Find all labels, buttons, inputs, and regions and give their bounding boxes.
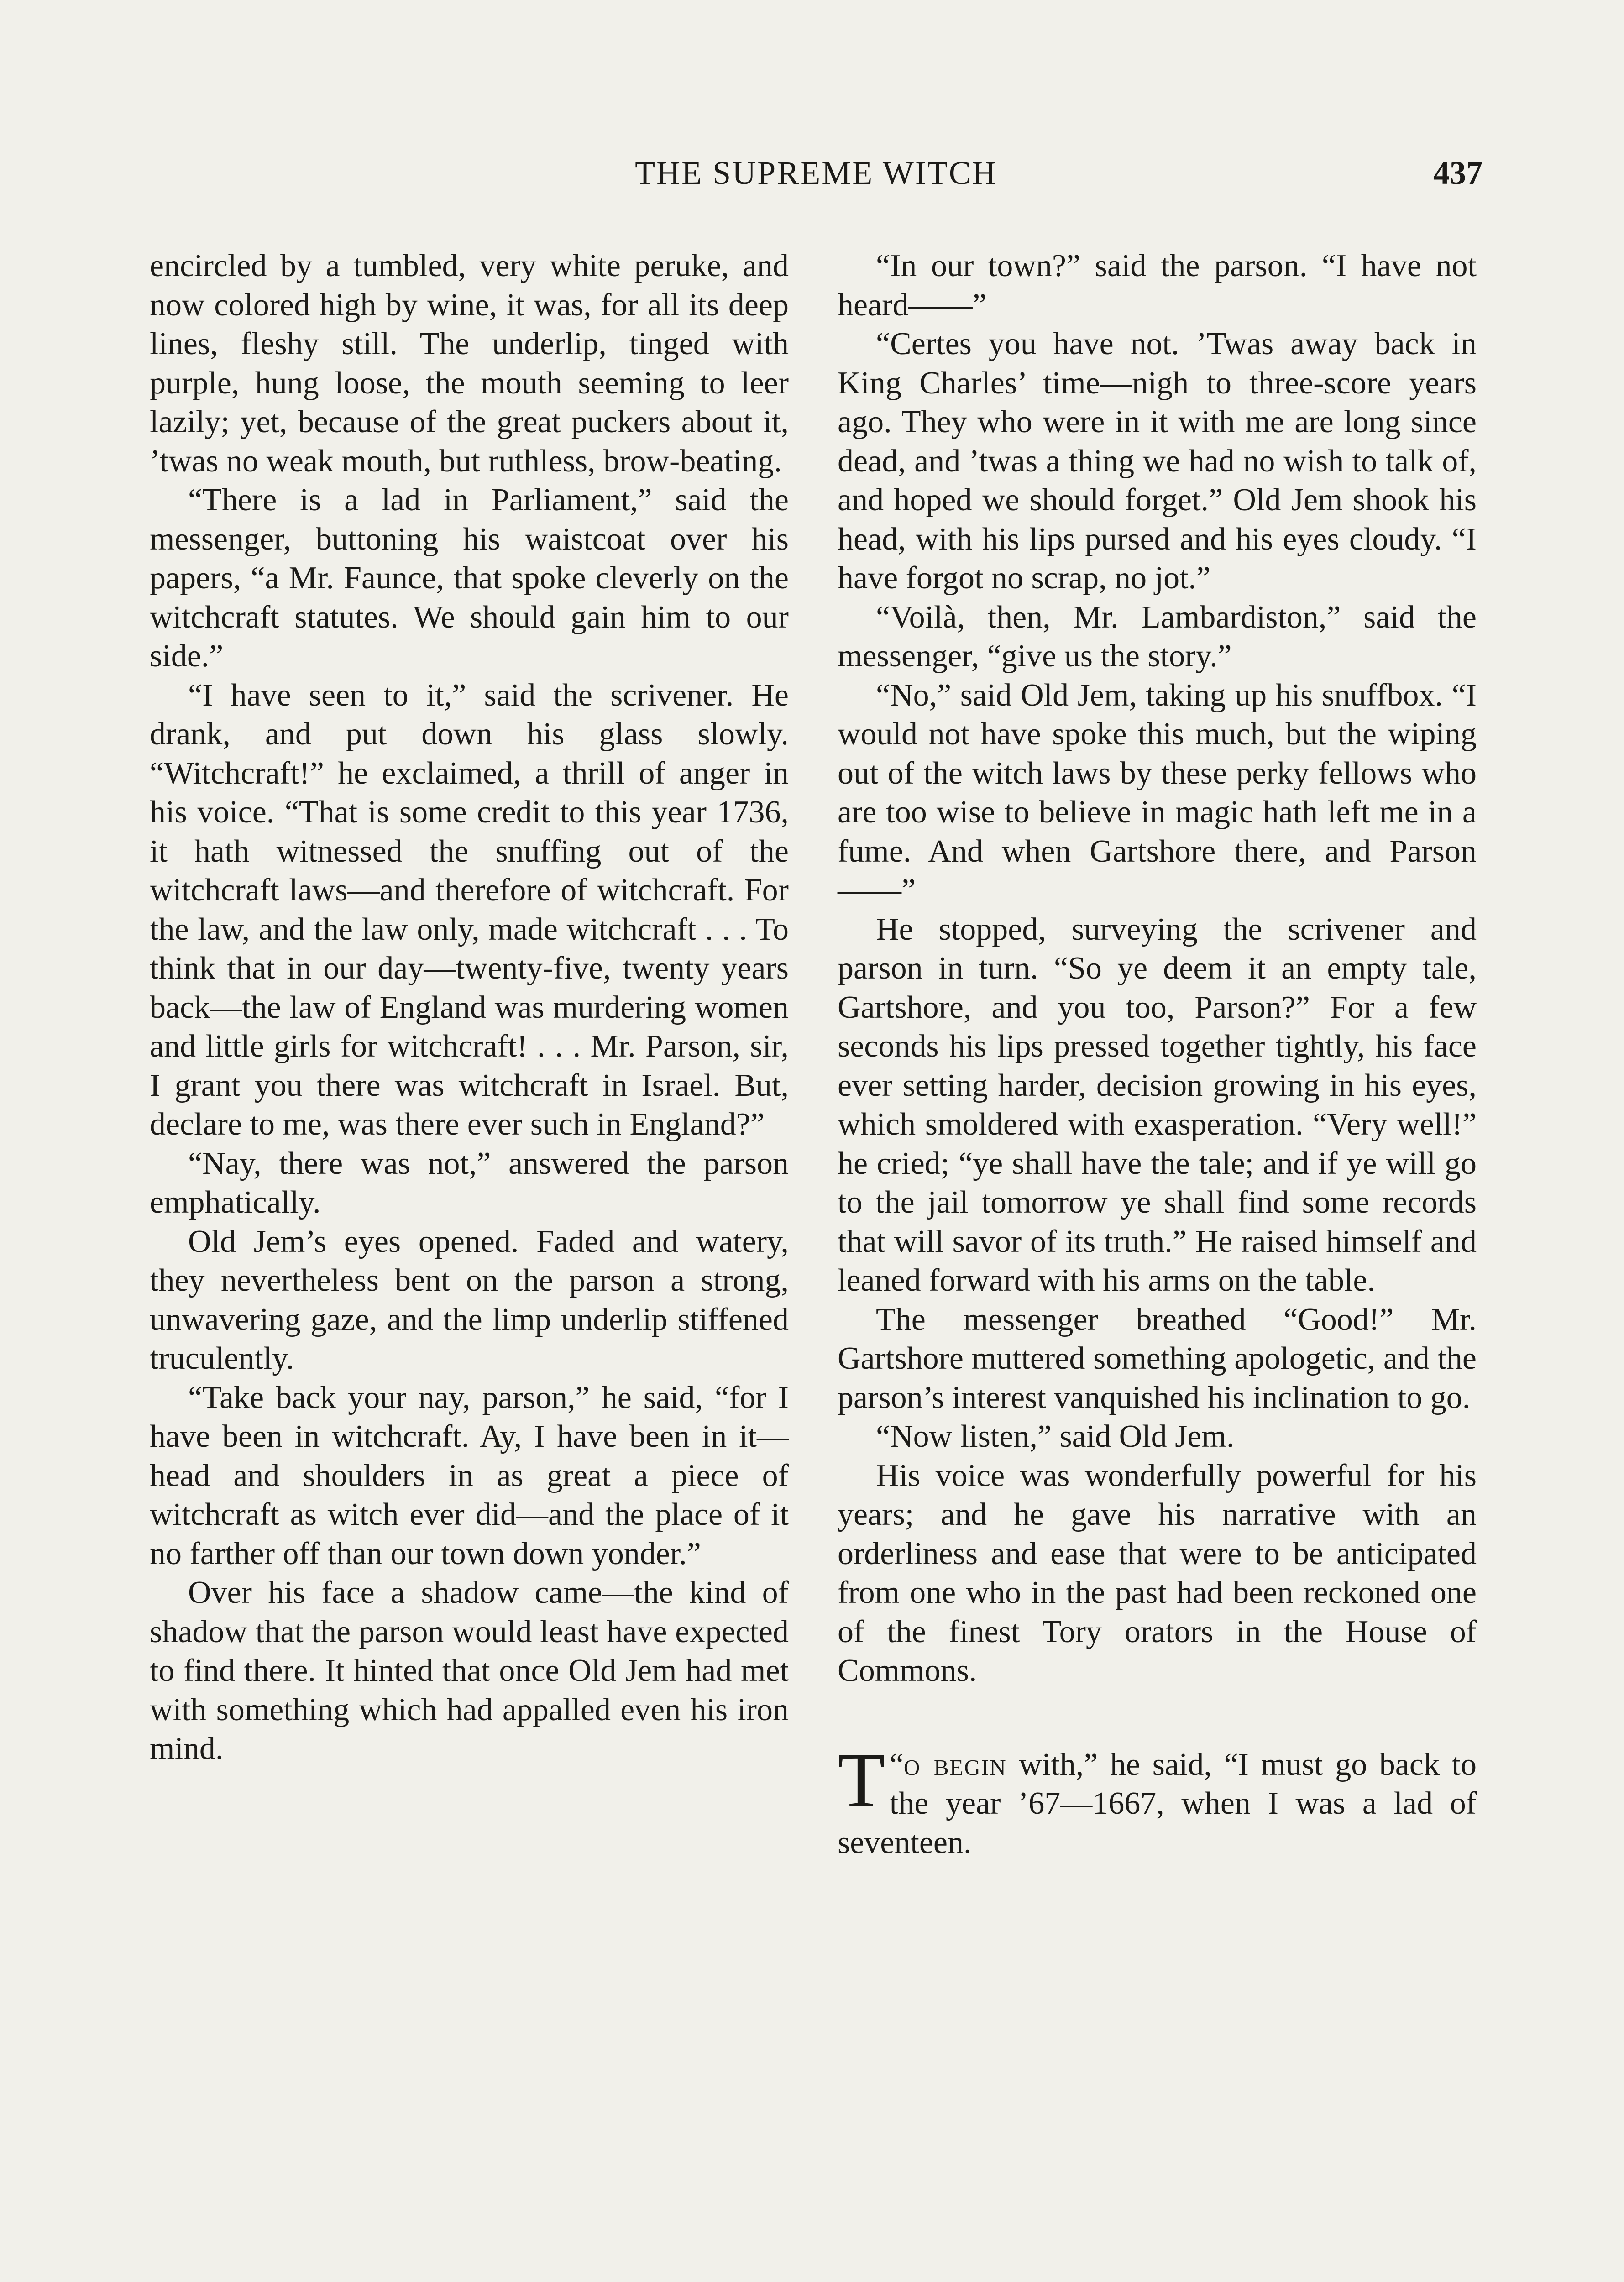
paragraph: encircled by a tumbled, very white peruke, and now colored high by wine, it was, for all its deep lines, fleshy still. The underlip, tinged with purple, hung loose, the mouth seeming to leer lazily; yet, because of the great puckers about it, ’twas no weak mouth, but ruthless, brow-beating. <box>150 248 789 479</box>
running-title: THE SUPREME WITCH <box>635 155 997 191</box>
opening-text: with,” he said, “I must go back to the year ’67—1667, when I was a lad of seventeen. <box>838 1747 1477 1860</box>
paragraph: “Nay, there was not,” answered the parson emphatically. <box>150 1146 789 1220</box>
paragraph: His voice was wonderfully powerful for his years; and he gave his narrative with an orderliness and ease that were to be anticipated from one who in the past had been reckoned one of the finest Tory orators in the House of Commons. <box>838 1458 1477 1688</box>
paragraph: “I have seen to it,” said the scrivener. He drank, and put down his glass slowly. “Witchcraft!” he exclaimed, a thrill of anger in his voice. “That is some credit to this year 1736, it hath witnessed the snuffing out of the witchcraft laws—and therefore of witchcraft. For the law, and the law only, made witchcraft . . . To think that in our day—twenty-five, twenty years back—the law of England was murdering women and little girls for witchcraft! . . . Mr. Parson, sir, I grant you there was witchcraft in Israel. But, declare to me, was there ever such in England?” <box>150 677 789 1142</box>
page-number: 437 <box>1433 155 1483 191</box>
paragraph: “No,” said Old Jem, taking up his snuffbox. “I would not have spoke this much, but the wiping out of the witch laws by these perky fellows who are too wise to believe in magic hath left me in a fume. And when Gartshore there, and Parson——” <box>838 677 1477 908</box>
paragraph: “There is a lad in Parliament,” said the messenger, buttoning his waistcoat over his papers, “a Mr. Faunce, that spoke cleverly on the witchcraft statutes. We should gain him to our side.” <box>150 482 789 674</box>
right-column <box>838 246 1477 1862</box>
paragraph: The messenger breathed “Good!” Mr. Gartshore muttered something apologetic, and the parson’s interest vanquished his inclination to go. <box>838 1302 1477 1415</box>
paragraph: “Certes you have not. ’Twas away back in King Charles’ time—nigh to three-score years ago. They who were in it with me are long since dead, and ’twas a thing we had no wish to talk of, and hoped we should forget.” Old Jem shook his head, with his lips pursed and his eyes cloudy. “I have forgot no scrap, no jot.” <box>838 326 1477 596</box>
page-header <box>150 152 1483 194</box>
small-caps-lead: o begin <box>903 1747 1007 1782</box>
paragraph: Over his face a shadow came—the kind of shadow that the parson would least have expected to find there. It hinted that once Old Jem had met with something which had appalled even his iron mind. <box>150 1575 789 1766</box>
paragraph: He stopped, surveying the scrivener and parson in turn. “So ye deem it an empty tale, Gartshore, and you too, Parson?” For a few seconds his lips pressed together tightly, his face ever setting harder, decision growing in his eyes, which smoldered with exasperation. “Very well!” he cried; “ye shall have the tale; and if ye will go to the jail tomorrow ye shall find some records that will savor of its truth.” He raised himself and leaned forward with his arms on the table. <box>838 911 1477 1298</box>
paragraph: Old Jem’s eyes opened. Faded and watery, they nevertheless bent on the parson a strong, unwavering gaze, and the limp underlip stiffened truculently. <box>150 1224 789 1376</box>
opening-quote: “ <box>889 1747 904 1782</box>
paragraph: “Now listen,” said Old Jem. <box>876 1419 1235 1454</box>
paragraph: “Voilà, then, Mr. Lambardiston,” said the messenger, “give us the story.” <box>838 599 1477 674</box>
paragraph: “In our town?” said the parson. “I have not heard——” <box>838 248 1477 323</box>
section-opening-paragraph <box>838 1737 1477 1863</box>
left-column <box>150 246 789 1769</box>
section-break <box>838 1691 1477 1745</box>
drop-cap: T <box>838 1737 885 1823</box>
paragraph: “Take back your nay, parson,” he said, “for I have been in witchcraft. Ay, I have been in it—head and shoulders in as great a piece of witchcraft as witch ever did—and the place of it no farther off than our town down yonder.” <box>150 1380 789 1571</box>
